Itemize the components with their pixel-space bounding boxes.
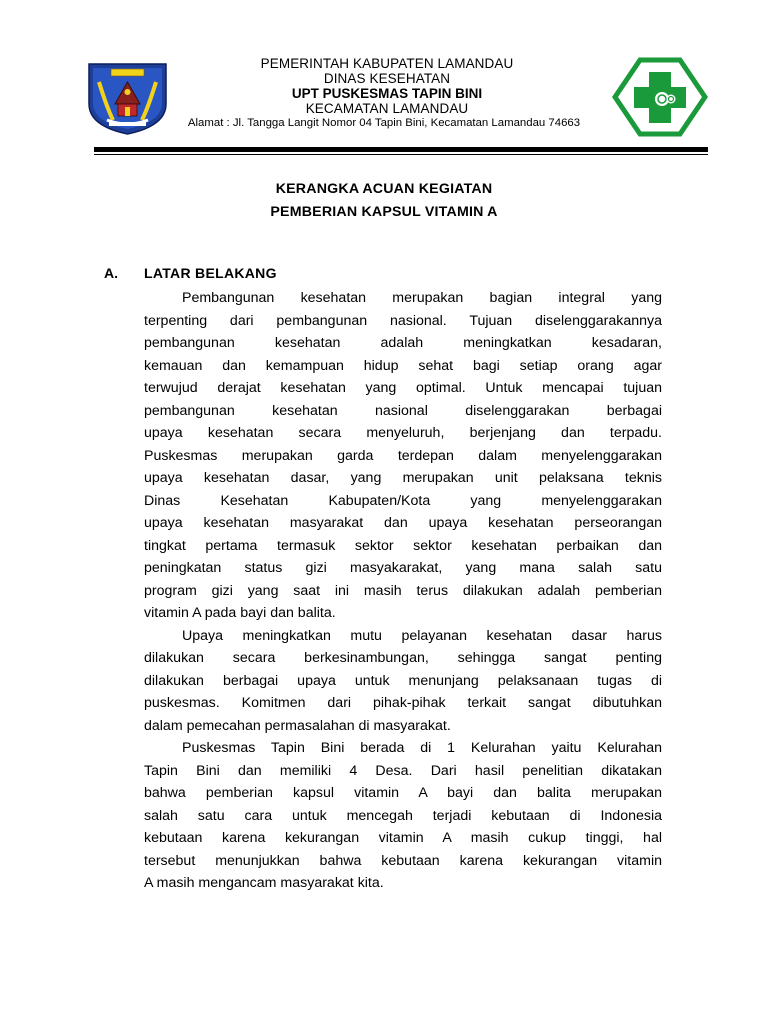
paragraph-line: Dinas Kesehatan Kabupaten/Kota yang menyelenggarakan: [144, 492, 662, 509]
letterhead-district: KECAMATAN LAMANDAU: [305, 101, 469, 116]
paragraph-line: puskesmas. Komitmen dari pihak-pihak terkait sangat dibutuhkan: [144, 695, 662, 711]
paragraph-line: A masih mengancam masyarakat kita.: [144, 875, 384, 891]
paragraph-line: vitamin A pada bayi dan balita.: [144, 605, 336, 621]
paragraph-line: upaya kesehatan masyarakat dan upaya kesehatan perseorangan: [144, 515, 662, 531]
paragraph-line: Puskesmas Tapin Bini berada di 1 Kelurahan yaitu Kelurahan: [182, 740, 662, 756]
paragraph-line: dalam pemecahan permasalahan di masyarakat.: [144, 717, 451, 734]
paragraph-line: program gizi yang saat ini masih terus dilakukan adalah pemberian: [144, 582, 662, 599]
letterhead-rule-thick: [94, 147, 708, 152]
section-letter: A.: [104, 265, 118, 281]
paragraph: [144, 737, 662, 895]
paragraph-line: pembangunan kesehatan nasional diselenggarakan berbagai: [144, 402, 662, 419]
paragraph: [144, 287, 662, 625]
section-heading: LATAR BELAKANG: [144, 265, 277, 281]
paragraph-line: dilakukan berbagai upaya untuk menunjang pelaksanaan tugas di: [144, 672, 662, 689]
letterhead-institution: UPT PUSKESMAS TAPIN BINI: [291, 86, 483, 101]
paragraph-line: dilakukan secara berkesinambungan, sehingga sangat penting: [144, 650, 662, 666]
letterhead-address: Alamat : Jl. Tangga Langit Nomor 04 Tapin Bini, Kecamatan Lamandau 74663: [187, 117, 581, 129]
paragraph: [144, 625, 662, 738]
document-body: [144, 287, 662, 895]
paragraph-line: kebutaan karena kekurangan vitamin A masih cukup tinggi, hal: [144, 830, 662, 846]
puskesmas-logo: [612, 57, 708, 137]
paragraph-line: salah satu cara untuk mencegah terjadi kebutaan di Indonesia: [144, 807, 662, 824]
paragraph-line: tersebut menunjukkan bahwa kebutaan karena kekurangan vitamin: [144, 852, 662, 869]
paragraph-line: Upaya meningkatkan mutu pelayanan kesehatan dasar harus: [182, 627, 662, 644]
paragraph-line: terwujud derajat kesehatan yang optimal. Untuk mencapai tujuan: [144, 380, 662, 396]
paragraph-line: pembangunan kesehatan adalah meningkatkan kesadaran,: [144, 335, 662, 351]
letterhead-government: PEMERINTAH KABUPATEN LAMANDAU: [260, 56, 514, 71]
letterhead-department: DINAS KESEHATAN: [323, 71, 451, 86]
paragraph-line: tingkat pertama termasuk sektor sektor kesehatan perbaikan dan: [144, 537, 662, 554]
letterhead-rule-thin: [94, 154, 708, 155]
paragraph-line: peningkatan status gizi masyakarakat, yang mana salah satu: [144, 560, 662, 576]
paragraph-line: kemauan dan kemampuan hidup sehat bagi setiap orang agar: [144, 357, 662, 374]
paragraph-line: upaya kesehatan dasar, yang merupakan unit pelaksana teknis: [144, 470, 662, 486]
paragraph-line: terpenting dari pembangunan nasional. Tujuan diselenggarakannya: [144, 312, 662, 329]
paragraph-line: Puskesmas merupakan garda terdepan dalam menyelenggarakan: [144, 447, 662, 464]
paragraph-line: bahwa pemberian kapsul vitamin A bayi dan balita merupakan: [144, 785, 662, 801]
letterhead: [160, 56, 614, 131]
document-title: KERANGKA ACUAN KEGIATAN: [275, 181, 493, 197]
paragraph-line: Pembangunan kesehatan merupakan bagian integral yang: [182, 290, 662, 306]
paragraph-line: Tapin Bini dan memiliki 4 Desa. Dari hasil penelitian dikatakan: [144, 762, 662, 779]
document-subtitle: PEMBERIAN KAPSUL VITAMIN A: [270, 204, 498, 220]
paragraph-line: upaya kesehatan secara menyeluruh, berjenjang dan terpadu.: [144, 425, 662, 441]
